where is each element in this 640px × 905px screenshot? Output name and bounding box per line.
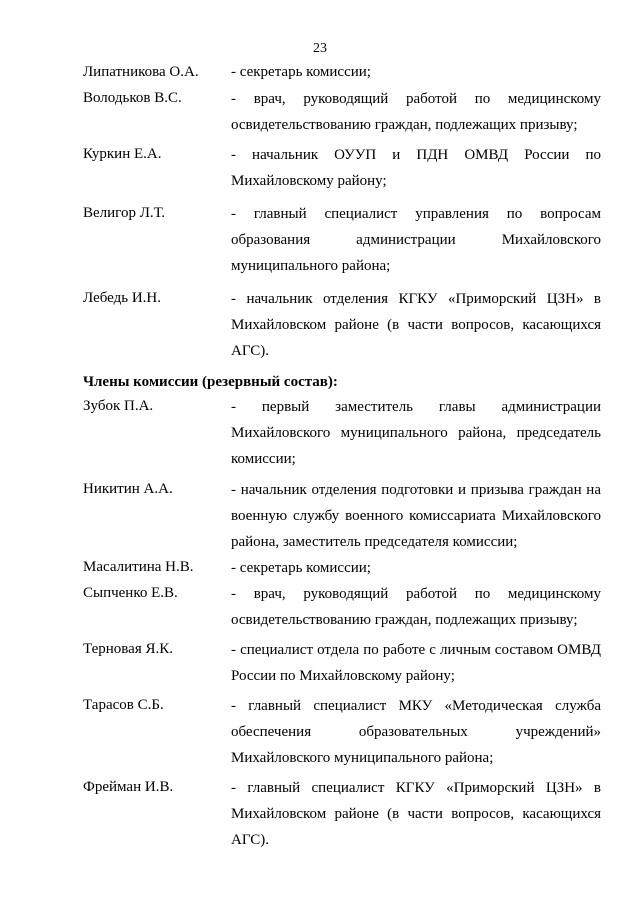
member-row [83,286,603,364]
member-role: - врач, руководящий работой по медицинскому освидетельствованию граждан, подлежащих призыву; [231,91,601,133]
member-name: Липатникова О.А. [83,64,199,80]
member-role: - начальник отделения подготовки и призыва граждан на военную службу военного комиссариата Михайловского района, заместитель председателя комиссии; [231,482,601,550]
member-row [83,581,603,633]
member-role: - главный специалист КГКУ «Приморский ЦЗН» в Михайловском районе (в части вопросов, касающихся АГС). [231,780,601,848]
member-name: Зубок П.А. [83,398,154,414]
member-name: Володьков В.С. [83,90,182,106]
member-row [83,60,603,84]
member-role: - начальник отделения КГКУ «Приморский ЦЗН» в Михайловском районе (в части вопросов, касающихся АГС). [231,291,601,359]
member-name: Никитин А.А. [83,481,173,497]
member-name: Фрейман И.В. [83,779,174,795]
member-role: - специалист отдела по работе с личным составом ОМВД России по Михайловскому району; [231,642,601,684]
member-role: - начальник ОУУП и ПДН ОМВД России по Михайловскому району; [231,147,601,189]
member-row [83,775,603,853]
member-role: - секретарь комиссии; [231,560,371,576]
member-role: - главный специалист МКУ «Методическая служба обеспечения образовательных учреждений» Михайловского муниципального района; [231,698,601,766]
page-number: 23 [313,41,327,56]
main-members-list [83,60,603,364]
member-name: Лебедь И.Н. [83,290,162,306]
member-row [83,637,603,689]
member-name: Велигор Л.Т. [83,205,166,221]
member-row [83,693,603,771]
reserve-members-list [83,394,603,853]
member-role: - секретарь комиссии; [231,64,371,80]
member-name: Тарасов С.Б. [83,697,164,713]
member-row [83,555,603,581]
member-row [83,201,603,279]
member-name: Терновая Я.К. [83,641,173,657]
member-name: Куркин Е.А. [83,146,162,162]
member-row [83,86,603,136]
reserve-heading: Члены комиссии (резервный состав): [83,374,338,390]
member-name: Масалитина Н.В. [83,559,194,575]
member-name: Сыпченко Е.В. [83,585,178,601]
member-role: - первый заместитель главы администрации Михайловского муниципального района, председатель комиссии; [231,399,601,467]
member-row [83,142,603,194]
member-role: - врач, руководящий работой по медицинскому освидетельствованию граждан, подлежащих призыву; [231,586,601,628]
member-row [83,477,603,555]
member-row [83,394,603,470]
member-role: - главный специалист управления по вопросам образования администрации Михайловского муниципального района; [231,206,601,274]
